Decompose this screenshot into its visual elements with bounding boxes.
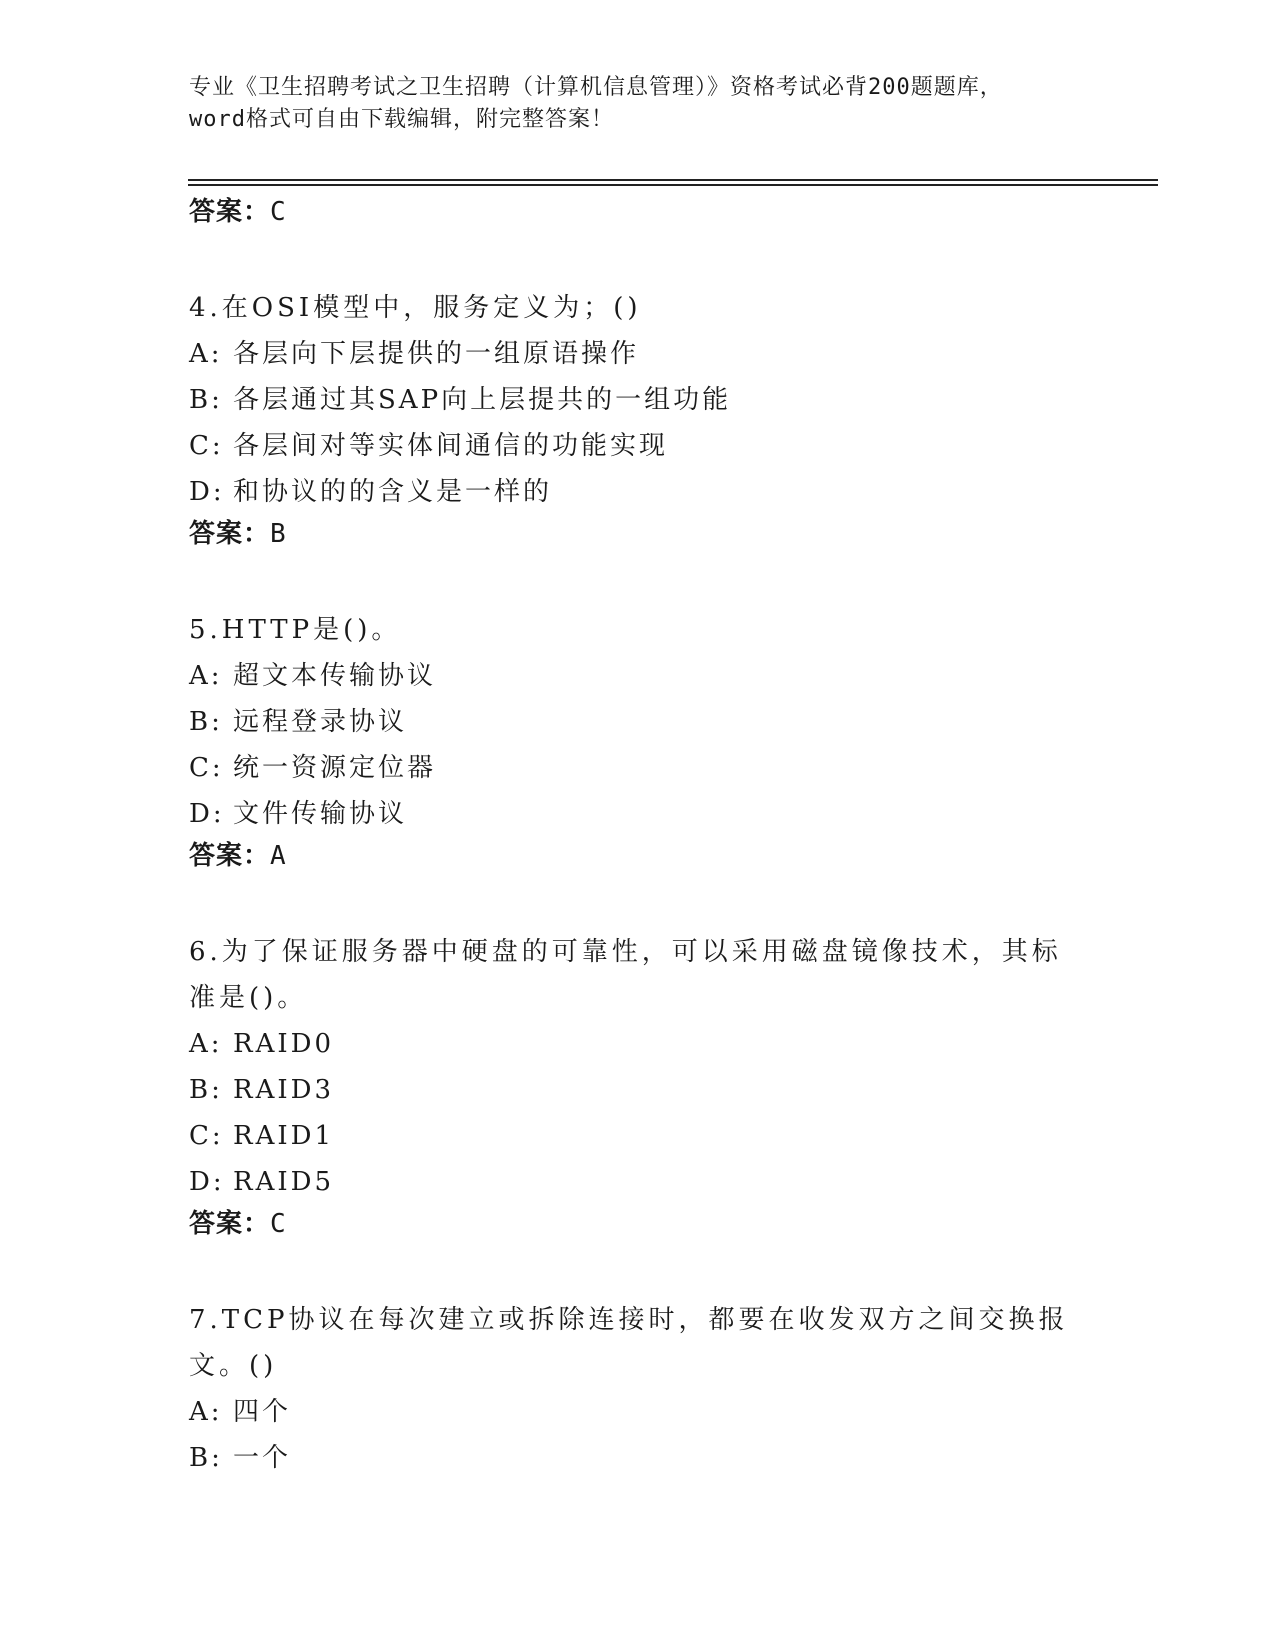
option-key: D: [189, 477, 225, 507]
question-option [189, 423, 1189, 469]
answer-label: 答案： [189, 197, 271, 227]
header-divider-bottom [188, 184, 1158, 186]
document-header [189, 72, 1089, 136]
option-text: 各层通过其SAP向上层提共的一组功能 [233, 385, 732, 415]
question-option [189, 1435, 1189, 1481]
question-spacer [189, 883, 1189, 929]
option-key: B: [189, 1443, 223, 1473]
option-text: 远程登录协议 [233, 707, 408, 737]
question-list [189, 193, 1189, 1481]
answer-line [189, 837, 1189, 883]
option-text: 四个 [233, 1397, 292, 1427]
option-key: A: [189, 1397, 223, 1427]
question-option [189, 653, 1189, 699]
option-key: B: [189, 707, 223, 737]
option-text: 各层间对等实体间通信的功能实现 [233, 431, 669, 461]
question-option [189, 1389, 1189, 1435]
answer-label: 答案： [189, 519, 271, 549]
option-key: A: [189, 1029, 223, 1059]
question-option [189, 1159, 1189, 1205]
option-key: B: [189, 385, 223, 415]
answer-value: C [270, 197, 287, 227]
header-divider-top [188, 179, 1158, 181]
option-text: 和协议的的含义是一样的 [233, 477, 553, 507]
question-option [189, 469, 1189, 515]
option-text: 超文本传输协议 [233, 661, 437, 691]
answer-line [189, 1205, 1189, 1251]
question-text: 5.HTTP是()。 [189, 615, 402, 645]
question-option [189, 377, 1189, 423]
option-key: A: [189, 339, 223, 369]
answer-line [189, 515, 1189, 561]
question-text: 4.在OSI模型中，服务定义为；() [189, 293, 642, 323]
answer-value: C [270, 1209, 287, 1239]
question-text: 7.TCP协议在每次建立或拆除连接时，都要在收发双方之间交换报文。() [189, 1305, 1069, 1381]
header-line-1: 专业《卫生招聘考试之卫生招聘（计算机信息管理）》资格考试必背200题题库， [189, 75, 1003, 100]
question-option [189, 745, 1189, 791]
question-option [189, 1067, 1189, 1113]
option-text: 统一资源定位器 [233, 753, 437, 783]
question-option [189, 791, 1189, 837]
answer-label: 答案： [189, 841, 271, 871]
answer-label: 答案： [189, 1209, 271, 1239]
option-key: D: [189, 1167, 225, 1197]
question-text: 6.为了保证服务器中硬盘的可靠性，可以采用磁盘镜像技术，其标准是()。 [189, 937, 1062, 1013]
option-text: RAID0 [233, 1029, 335, 1059]
answer-value: B [270, 519, 287, 549]
option-text: 文件传输协议 [233, 799, 408, 829]
option-key: A: [189, 661, 223, 691]
option-key: C: [189, 1121, 224, 1151]
option-key: D: [189, 799, 225, 829]
option-text: RAID5 [233, 1167, 335, 1197]
question-option [189, 1113, 1189, 1159]
option-key: C: [189, 753, 224, 783]
option-text: RAID3 [233, 1075, 335, 1105]
question-spacer [189, 561, 1189, 607]
option-key: C: [189, 431, 224, 461]
question-option [189, 1021, 1189, 1067]
option-text: RAID1 [233, 1121, 335, 1151]
answer-value: A [270, 841, 287, 871]
option-text: 各层向下层提供的一组原语操作 [233, 339, 640, 369]
option-text: 一个 [233, 1443, 292, 1473]
option-key: B: [189, 1075, 223, 1105]
question-option [189, 699, 1189, 745]
question-spacer [189, 1251, 1189, 1297]
answer-line [189, 193, 1189, 239]
header-line-2: word格式可自由下载编辑，附完整答案！ [189, 107, 614, 132]
question-option [189, 331, 1189, 377]
question-spacer [189, 239, 1189, 285]
